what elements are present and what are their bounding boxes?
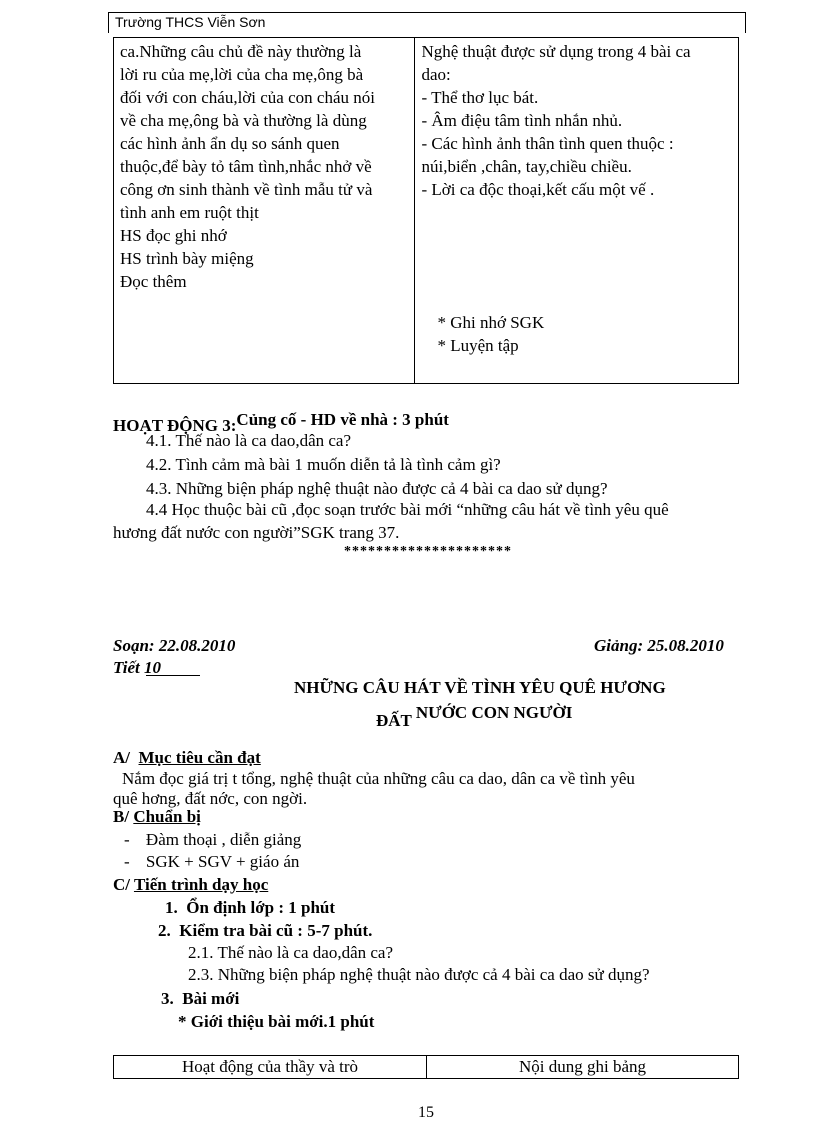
right-line: núi,biển ,chân, tay,chiều chiều.: [421, 157, 632, 176]
section-b-heading: [113, 807, 201, 827]
activity3-heading: [113, 410, 449, 435]
step-2: [158, 921, 372, 941]
left-line: lời ru của mẹ,lời của cha mẹ,ông bà: [120, 65, 364, 84]
step-number: 2.: [158, 921, 171, 940]
right-line: - Các hình ảnh thân tình quen thuộc :: [421, 134, 674, 153]
teach-date: Giảng: 25.08.2010: [594, 636, 724, 655]
left-line: các hình ảnh ẩn dụ so sánh quen: [120, 134, 340, 153]
step-1: [165, 898, 335, 918]
bullet: -: [124, 852, 130, 871]
teacher-student-column: [114, 38, 415, 384]
prep-item-text: Đàm thoại , diễn giảng: [145, 830, 302, 849]
prep-date: Soạn: 22.08.2010: [113, 636, 236, 655]
school-name: Trường THCS Viễn Sơn: [115, 14, 266, 30]
right-line: Nghệ thuật được sử dụng trong 4 bài ca: [421, 42, 691, 61]
step-number: 1.: [165, 898, 178, 917]
question-continued: hương đất nước con người”SGK trang 37.: [113, 523, 400, 542]
lesson-number-underline: [146, 675, 200, 676]
lesson-title-part: ĐẤT: [376, 711, 412, 730]
question: 4.3. Những biện pháp nghệ thuật nào được cả 4 bài ca dao sử dụng?: [146, 479, 608, 498]
lesson-title-line2: [376, 703, 573, 730]
activity3-label: HOẠT ĐỘNG 3:: [113, 416, 237, 435]
step-3: [161, 989, 239, 1009]
right-line: - Thể thơ lục bát.: [421, 88, 539, 107]
separator-stars: *********************: [344, 544, 512, 559]
page-number: 15: [418, 1104, 434, 1121]
bullet: -: [124, 830, 130, 849]
section-prefix: C/: [113, 875, 130, 894]
section-prefix: B/: [113, 807, 130, 826]
activity3-title: Củng cố - HD về nhà : 3 phút: [236, 410, 449, 429]
section-c-heading: [113, 875, 268, 895]
question: 4.4 Học thuộc bài cũ ,đọc soạn trước bài mới “những câu hát về tình yêu quê: [146, 500, 669, 519]
left-line: đối với con cháu,lời của con cháu nói: [120, 88, 375, 107]
board-content-column: [415, 38, 739, 384]
column-header: Hoạt động của thầy và trò: [114, 1056, 427, 1079]
page-header: [108, 12, 746, 33]
question: 4.2. Tình cảm mà bài 1 muốn diễn tả là tình cảm gì?: [146, 455, 501, 474]
left-line: HS trình bày miệng: [120, 249, 254, 268]
left-line: về cha mẹ,ông bà và thường là dùng: [120, 111, 367, 130]
step-text: Ổn định lớp : 1 phút: [186, 898, 336, 917]
step-text: Bài mới: [182, 989, 240, 1008]
activity-table-header: [113, 1055, 739, 1079]
question: 4.1. Thế nào là ca dao,dân ca?: [146, 431, 352, 450]
right-line: - Âm điệu tâm tình nhắn nhủ.: [421, 111, 623, 130]
left-line: Đọc thêm: [120, 272, 187, 291]
content-table-continued: [113, 37, 739, 384]
prep-item-text: SGK + SGV + giáo án: [145, 852, 300, 871]
right-bottom-line: * Luyện tập: [437, 336, 519, 355]
left-line: công ơn sinh thành về tình mẫu tử và: [120, 180, 373, 199]
left-line: ca.Những câu chủ đề này thường là: [120, 42, 362, 61]
step-number: 3.: [161, 989, 174, 1008]
section-title: Tiến trình dạy học: [133, 875, 269, 894]
prep-item: [124, 852, 299, 872]
review-question: 2.1. Thế nào là ca dao,dân ca?: [188, 943, 394, 962]
column-header: Nội dung ghi bảng: [427, 1056, 739, 1079]
objective-text: Nắm đọc giá trị t tổng, nghệ thuật của những câu ca dao, dân ca về tình yêu: [122, 769, 635, 788]
step-text: Kiểm tra bài cũ : 5-7 phút.: [179, 921, 373, 940]
lesson-title-part: NƯỚC CON NGƯỜI: [415, 703, 573, 722]
section-prefix: A/: [113, 748, 130, 767]
prep-item: [124, 830, 301, 850]
left-line: tình anh em ruột thịt: [120, 203, 259, 222]
right-line: dao:: [421, 65, 451, 84]
lesson-number: Tiết 10: [113, 658, 161, 677]
section-title: Chuẩn bị: [133, 807, 201, 826]
section-a-heading: [113, 748, 261, 768]
intro-line: * Giới thiệu bài mới.1 phút: [178, 1012, 375, 1031]
right-bottom-line: * Ghi nhớ SGK: [437, 313, 545, 332]
left-line: HS đọc ghi nhớ: [120, 226, 227, 245]
section-title: Mục tiêu cần đạt: [138, 748, 261, 767]
objective-text: quê hơng, đất nớc, con ngời.: [113, 789, 308, 808]
right-line: - Lời ca độc thoại,kết cấu một vế .: [421, 180, 655, 199]
review-question: 2.3. Những biện pháp nghệ thuật nào được cả 4 bài ca dao sử dụng?: [188, 965, 650, 984]
left-line: thuộc,để bày tỏ tâm tình,nhắc nhở về: [120, 157, 372, 176]
lesson-title: NHỮNG CÂU HÁT VỀ TÌNH YÊU QUÊ HƯƠNG: [294, 678, 666, 697]
